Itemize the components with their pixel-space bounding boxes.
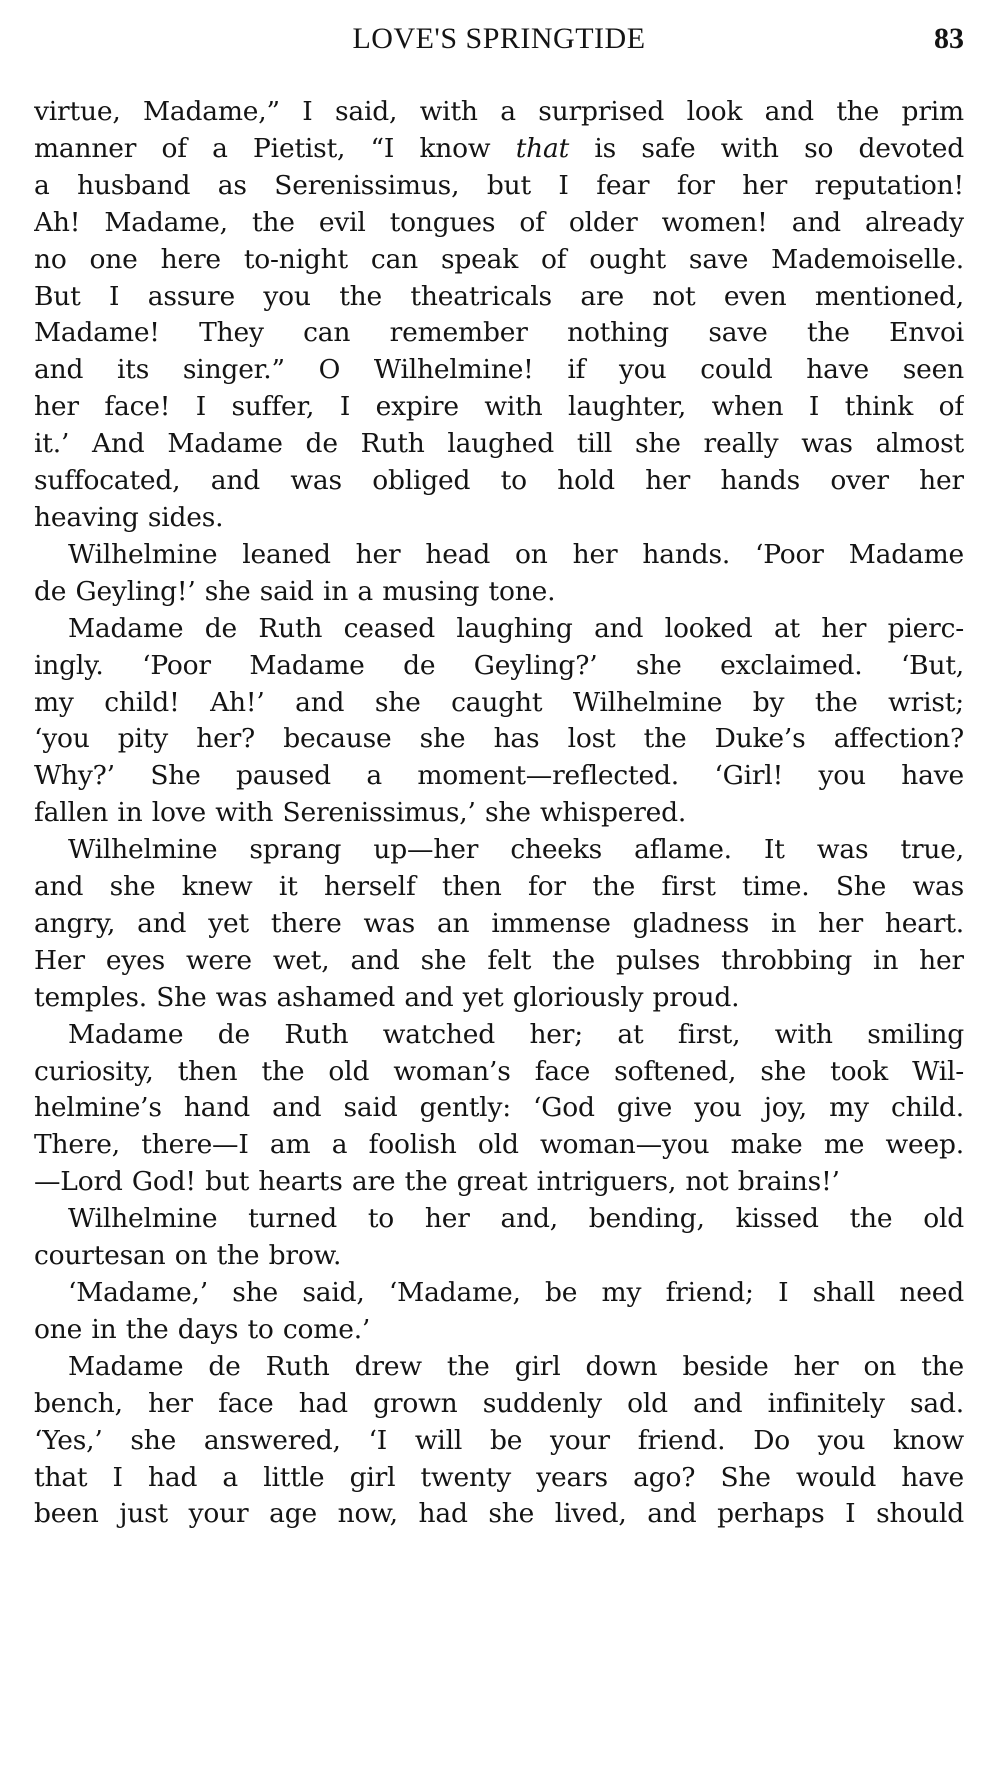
text-line: Madame de Ruth watched her; at first, with smiling bbox=[68, 1018, 964, 1050]
text-line: —Lord God! but hearts are the great intriguers, not brains!’ bbox=[34, 1166, 840, 1198]
paragraph bbox=[34, 537, 964, 611]
text-line: Wilhelmine leaned her head on her hands. ‘Poor Madame bbox=[68, 538, 964, 570]
text-line: curiosity, then the old woman’s face softened, she took Wil- bbox=[34, 1055, 964, 1087]
text-line: suffocated, and was obliged to hold her hands over her bbox=[34, 465, 964, 497]
text-line: temples. She was ashamed and yet gloriously proud. bbox=[34, 981, 740, 1013]
text-line: But I assure you the theatricals are not even mentioned, bbox=[34, 280, 964, 312]
text-line: my child! Ah!’ and she caught Wilhelmine by the wrist; bbox=[34, 686, 964, 718]
text-line: heaving sides. bbox=[34, 501, 224, 533]
text-line: fallen in love with Serenissimus,’ she whispered. bbox=[34, 797, 687, 829]
page-number: 83 bbox=[934, 22, 964, 55]
text-line: Madame! They can remember nothing save the Envoi bbox=[34, 317, 964, 349]
paragraph bbox=[34, 1275, 964, 1349]
page-header bbox=[34, 22, 964, 66]
text-line: de Geyling!’ she said in a musing tone. bbox=[34, 575, 556, 607]
paragraph bbox=[34, 1017, 964, 1202]
text-line: Wilhelmine turned to her and, bending, kissed the old bbox=[68, 1203, 964, 1235]
text-line: bench, her face had grown suddenly old and infinitely sad. bbox=[34, 1387, 964, 1419]
text-line: it.’ And Madame de Ruth laughed till she really was almost bbox=[34, 428, 964, 460]
running-title: LOVE'S SPRINGTIDE bbox=[352, 22, 646, 55]
body-text bbox=[34, 94, 964, 1533]
paragraph bbox=[34, 1201, 964, 1275]
text-line: been just your age now, had she lived, and perhaps I should bbox=[34, 1498, 964, 1530]
text-line: virtue, Madame,” I said, with a surprised look and the prim bbox=[34, 96, 964, 127]
text-line: that I had a little girl twenty years ago? She would have bbox=[34, 1461, 964, 1493]
text-line: angry, and yet there was an immense gladness in her heart. bbox=[34, 907, 964, 939]
text-line: Madame de Ruth ceased laughing and looked at her pierc- bbox=[68, 612, 964, 644]
text-line: one in the days to come.’ bbox=[34, 1313, 371, 1345]
paragraph bbox=[34, 1349, 964, 1534]
text-line: Wilhelmine sprang up—her cheeks aflame. It was true, bbox=[68, 834, 964, 866]
paragraph bbox=[34, 94, 964, 537]
text-line: There, there—I am a foolish old woman—you make me weep. bbox=[34, 1129, 964, 1161]
text-line: and she knew it herself then for the first time. She was bbox=[34, 871, 964, 903]
text-line: courtesan on the brow. bbox=[34, 1240, 342, 1272]
paragraph bbox=[34, 832, 964, 1017]
text-line: Why?’ She paused a moment—reflected. ‘Girl! you have bbox=[34, 760, 964, 792]
text-line: ‘Yes,’ she answered, ‘I will be your friend. Do you know bbox=[34, 1424, 964, 1456]
text-line: ‘Madame,’ she said, ‘Madame, be my friend; I shall need bbox=[68, 1277, 964, 1308]
text-line: no one here to-night can speak of ought save Mademoiselle. bbox=[34, 243, 964, 275]
text-line: and its singer.” O Wilhelmine! if you could have seen bbox=[34, 354, 964, 386]
text-line: Ah! Madame, the evil tongues of older women! and already bbox=[34, 206, 964, 238]
text-line: her face! I suffer, I expire with laughter, when I think of bbox=[34, 391, 964, 423]
text-line: Madame de Ruth drew the girl down beside her on the bbox=[68, 1350, 964, 1382]
text-line: manner of a Pietist, “I know that is safe with so devoted bbox=[34, 132, 964, 164]
text-line: helmine’s hand and said gently: ‘God give you joy, my child. bbox=[34, 1092, 964, 1124]
text-line: a husband as Serenissimus, but I fear for her reputation! bbox=[34, 169, 964, 201]
paragraph bbox=[34, 611, 964, 832]
text-line: Her eyes were wet, and she felt the pulses throbbing in her bbox=[34, 944, 964, 976]
text-line: ingly. ‘Poor Madame de Geyling?’ she exclaimed. ‘But, bbox=[34, 649, 964, 681]
text-line: ‘you pity her? because she has lost the Duke’s affection? bbox=[34, 723, 964, 755]
